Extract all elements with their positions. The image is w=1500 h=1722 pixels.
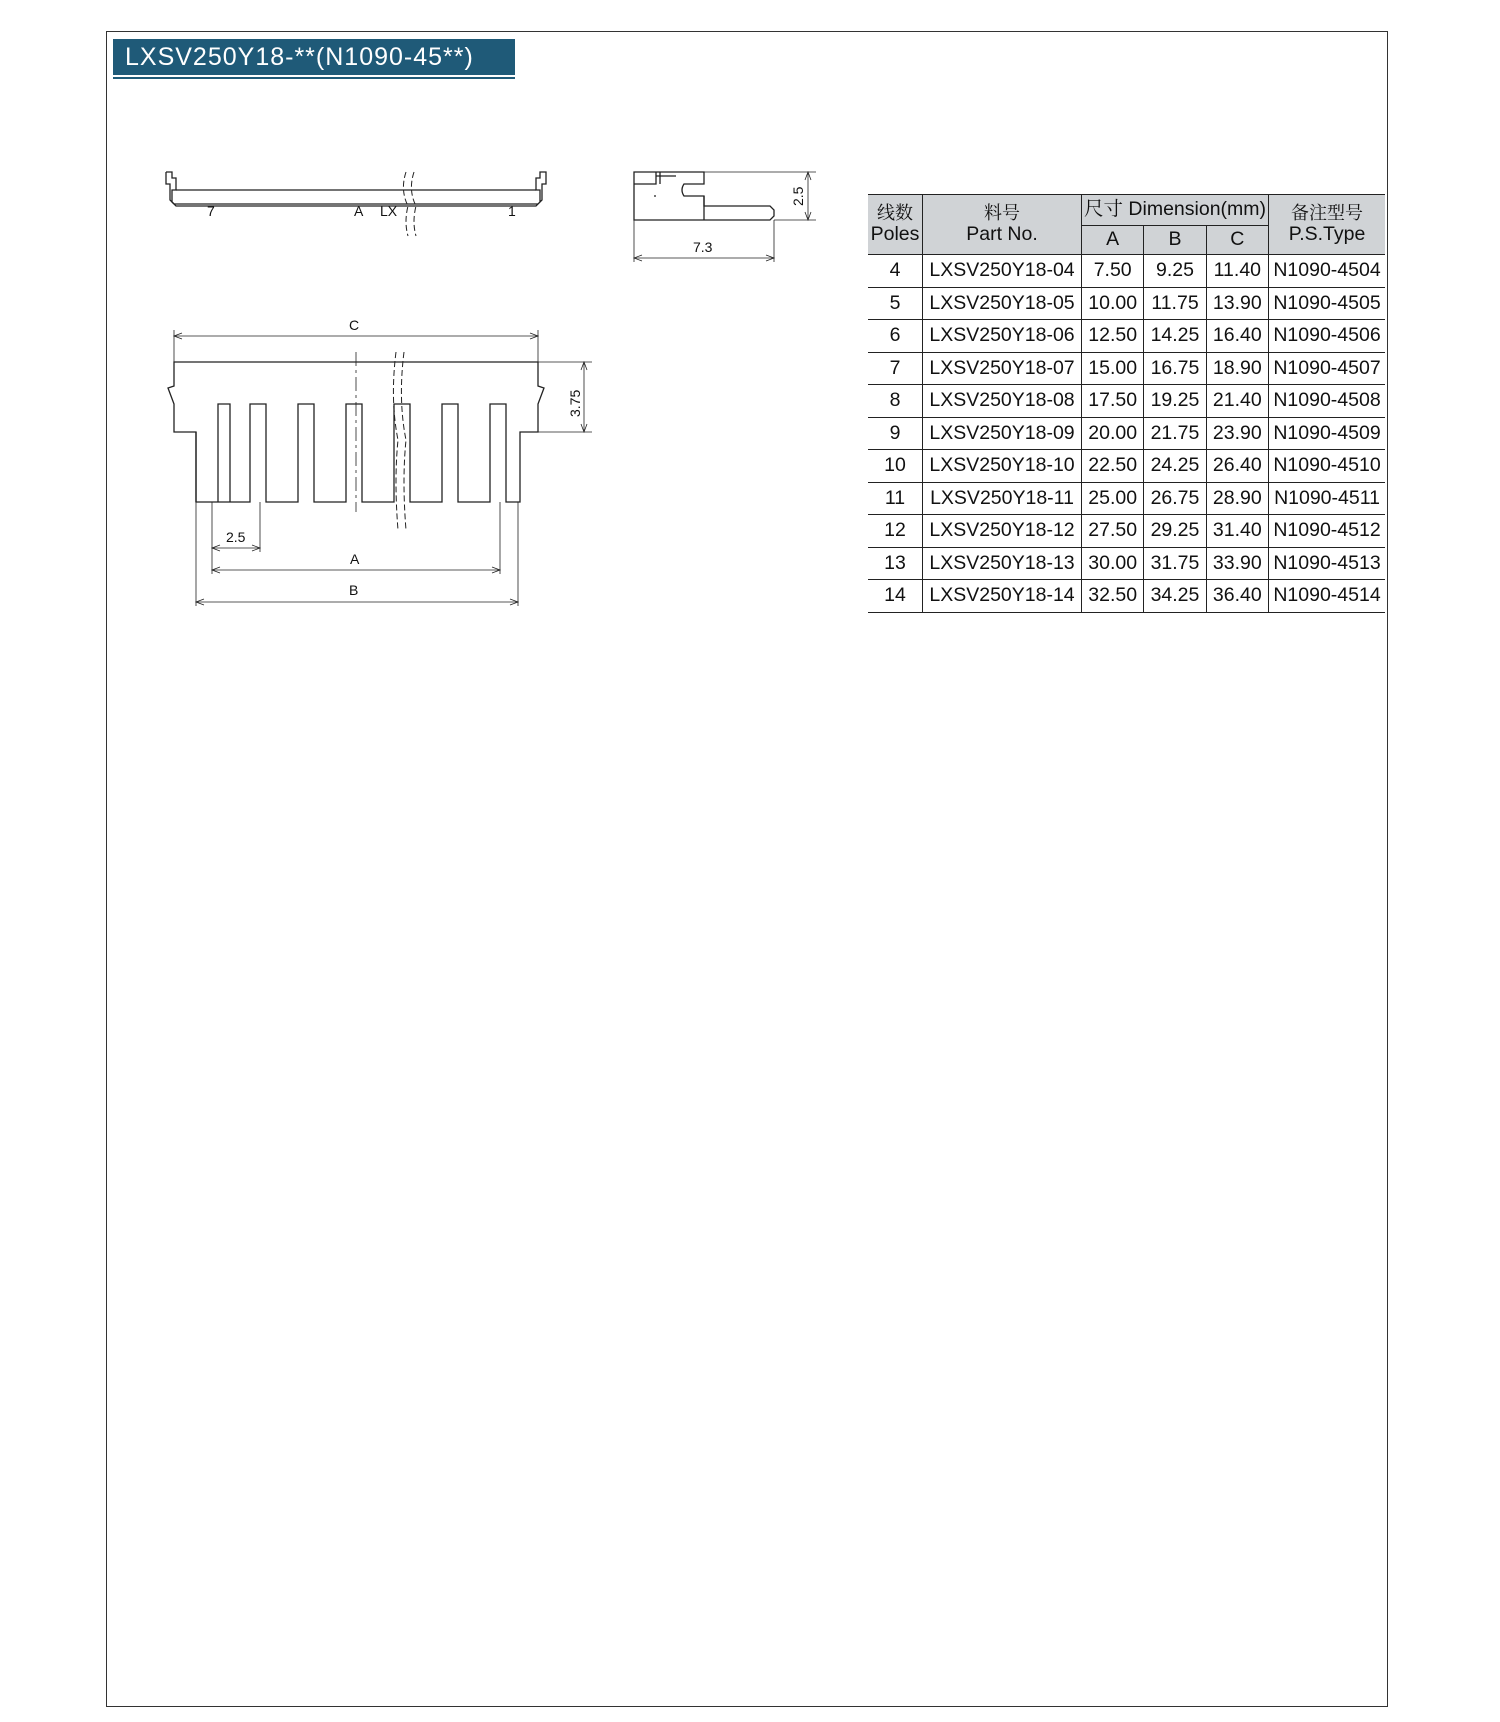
table-header-row [868, 195, 1385, 226]
cell-poles: 11 [868, 482, 923, 515]
part-series-title: LXSV250Y18-**(N1090-45**) [125, 42, 474, 71]
cell-poles: 10 [868, 450, 923, 483]
cell-c: 33.90 [1206, 547, 1268, 580]
cell-poles: 5 [868, 287, 923, 320]
cell-poles: 14 [868, 580, 923, 613]
cell-poles: 8 [868, 385, 923, 418]
cell-ps: N1090-4508 [1269, 385, 1386, 418]
cell-poles: 7 [868, 352, 923, 385]
table-row [868, 417, 1385, 450]
cell-c: 13.90 [1206, 287, 1268, 320]
cell-part: LXSV250Y18-04 [923, 255, 1082, 288]
cell-a: 32.50 [1082, 580, 1144, 613]
cell-a: 25.00 [1082, 482, 1144, 515]
cell-a: 10.00 [1082, 287, 1144, 320]
front-view-b-label: B [349, 582, 359, 598]
cell-poles: 13 [868, 547, 923, 580]
cell-ps: N1090-4512 [1269, 515, 1386, 548]
table-row [868, 385, 1385, 418]
cell-poles: 6 [868, 320, 923, 353]
cell-part: LXSV250Y18-08 [923, 385, 1082, 418]
cell-c: 28.90 [1206, 482, 1268, 515]
cell-c: 11.40 [1206, 255, 1268, 288]
cell-part: LXSV250Y18-10 [923, 450, 1082, 483]
cell-c: 36.40 [1206, 580, 1268, 613]
cell-c: 23.90 [1206, 417, 1268, 450]
table-row [868, 352, 1385, 385]
dim-b-header: B [1144, 226, 1206, 255]
top-view-mark-lx: LX [380, 203, 398, 219]
front-view-c-label: C [349, 317, 360, 333]
cell-b: 14.25 [1144, 320, 1206, 353]
dim-c-header: C [1206, 226, 1268, 255]
side-view [634, 172, 816, 262]
table-row [868, 482, 1385, 515]
front-view-height-label: 3.75 [567, 389, 583, 417]
cell-ps: N1090-4506 [1269, 320, 1386, 353]
cell-b: 31.75 [1144, 547, 1206, 580]
table-row [868, 450, 1385, 483]
cell-part: LXSV250Y18-14 [923, 580, 1082, 613]
cell-b: 26.75 [1144, 482, 1206, 515]
top-view-mark-7: 7 [207, 203, 215, 219]
front-view-pitch-label: 2.5 [226, 529, 246, 545]
cell-b: 21.75 [1144, 417, 1206, 450]
cell-b: 34.25 [1144, 580, 1206, 613]
cell-ps: N1090-4511 [1269, 482, 1386, 515]
cell-poles: 4 [868, 255, 923, 288]
dim-a-header: A [1082, 226, 1144, 255]
cell-part: LXSV250Y18-13 [923, 547, 1082, 580]
part-no-header: 料号 Part No. [923, 195, 1082, 255]
cell-c: 26.40 [1206, 450, 1268, 483]
top-view [166, 172, 546, 236]
cell-part: LXSV250Y18-11 [923, 482, 1082, 515]
table-row [868, 287, 1385, 320]
cell-part: LXSV250Y18-12 [923, 515, 1082, 548]
poles-header: 线数 Poles [868, 195, 923, 255]
cell-a: 20.00 [1082, 417, 1144, 450]
cell-b: 9.25 [1144, 255, 1206, 288]
cell-part: LXSV250Y18-06 [923, 320, 1082, 353]
cell-poles: 12 [868, 515, 923, 548]
cell-c: 16.40 [1206, 320, 1268, 353]
cell-part: LXSV250Y18-09 [923, 417, 1082, 450]
cell-b: 16.75 [1144, 352, 1206, 385]
cell-a: 17.50 [1082, 385, 1144, 418]
cell-ps: N1090-4510 [1269, 450, 1386, 483]
cell-a: 7.50 [1082, 255, 1144, 288]
cell-a: 22.50 [1082, 450, 1144, 483]
table-row [868, 580, 1385, 613]
cell-c: 31.40 [1206, 515, 1268, 548]
dimension-table [868, 194, 1385, 613]
cell-b: 19.25 [1144, 385, 1206, 418]
cell-a: 15.00 [1082, 352, 1144, 385]
top-view-mark-1: 1 [508, 203, 516, 219]
cell-a: 27.50 [1082, 515, 1144, 548]
cell-a: 30.00 [1082, 547, 1144, 580]
front-view-a-label: A [350, 551, 360, 567]
table-body [868, 255, 1385, 613]
side-view-width-label: 7.3 [693, 239, 713, 255]
table-row [868, 320, 1385, 353]
cell-a: 12.50 [1082, 320, 1144, 353]
cell-ps: N1090-4504 [1269, 255, 1386, 288]
ps-type-header: 备注型号 P.S.Type [1269, 195, 1386, 255]
cell-b: 11.75 [1144, 287, 1206, 320]
cell-ps: N1090-4505 [1269, 287, 1386, 320]
cell-part: LXSV250Y18-05 [923, 287, 1082, 320]
side-view-height-label: 2.5 [790, 186, 806, 206]
front-view [168, 317, 592, 606]
cell-b: 24.25 [1144, 450, 1206, 483]
cell-ps: N1090-4509 [1269, 417, 1386, 450]
cell-poles: 9 [868, 417, 923, 450]
cell-part: LXSV250Y18-07 [923, 352, 1082, 385]
cell-c: 21.40 [1206, 385, 1268, 418]
dimension-header: 尺寸 Dimension(mm) [1082, 195, 1269, 226]
cell-ps: N1090-4514 [1269, 580, 1386, 613]
table-row [868, 515, 1385, 548]
cell-ps: N1090-4507 [1269, 352, 1386, 385]
table-row [868, 547, 1385, 580]
cell-c: 18.90 [1206, 352, 1268, 385]
cell-b: 29.25 [1144, 515, 1206, 548]
top-view-mark-a: A [354, 203, 364, 219]
cell-ps: N1090-4513 [1269, 547, 1386, 580]
table-row [868, 255, 1385, 288]
